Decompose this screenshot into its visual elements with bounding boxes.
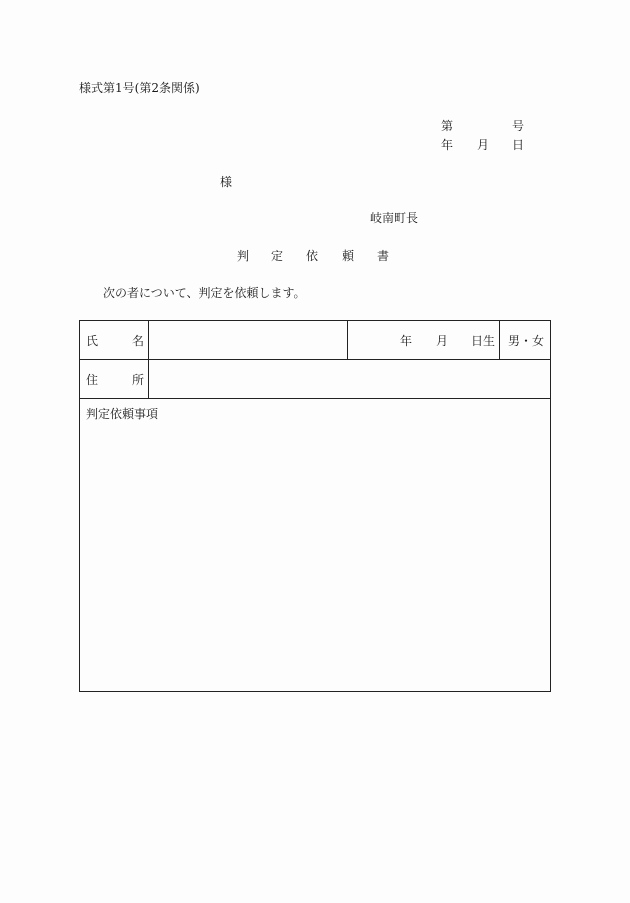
date-year: 年: [441, 138, 454, 152]
sender: 岐南町長: [370, 211, 419, 225]
request-items-label: 判定依頼事項: [86, 407, 159, 421]
date-month: 月: [477, 138, 490, 152]
address-label-first: 住: [86, 373, 99, 387]
date-day: 日: [512, 138, 525, 152]
title-char: 依: [306, 249, 319, 263]
doc-number-prefix: 第: [441, 119, 454, 133]
birth-day: 日生: [471, 334, 496, 348]
address-label-second: 所: [132, 373, 145, 387]
request-form-table: [79, 320, 551, 692]
birth-date-field[interactable]: [348, 322, 498, 358]
request-items-field[interactable]: [84, 425, 546, 687]
column-divider: [499, 321, 500, 359]
title-char: 判: [237, 249, 250, 263]
birth-year: 年: [400, 334, 413, 348]
birth-month: 月: [436, 334, 449, 348]
row-divider: [80, 359, 550, 360]
intro-text: 次の者について、判定を依頼します。: [103, 286, 306, 300]
address-field[interactable]: [149, 361, 549, 397]
row-divider: [80, 398, 550, 399]
doc-number-suffix: 号: [512, 119, 525, 133]
name-label-second: 名: [132, 334, 145, 348]
name-label-first: 氏: [86, 334, 99, 348]
form-number: 様式第1号(第2条関係): [79, 81, 200, 95]
title-char: 頼: [342, 249, 355, 263]
name-field[interactable]: [149, 322, 346, 358]
title-char: 書: [377, 249, 390, 263]
gender-choice[interactable]: 男・女: [508, 334, 545, 348]
title-char: 定: [271, 249, 284, 263]
addressee-suffix: 様: [220, 175, 233, 189]
